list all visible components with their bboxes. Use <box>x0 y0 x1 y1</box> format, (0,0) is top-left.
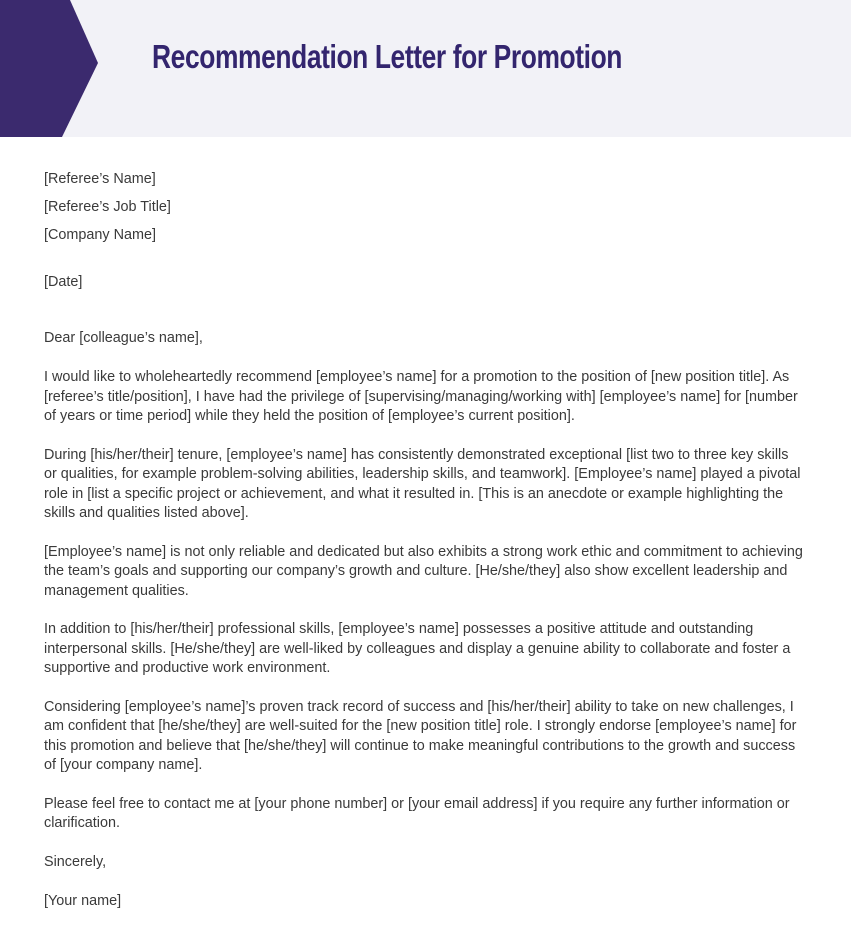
page-title: Recommendation Letter for Promotion <box>152 38 623 75</box>
salutation: Dear [colleague’s name], <box>44 330 203 347</box>
recipient-name-line: [Referee’s Name] <box>44 171 156 187</box>
paragraph-intro: I would like to wholeheartedly recommend [employee’s name] for a promotion to the position of [new position title]. As [referee’s title/position], I have had the privilege of [supervising/managing/working with] [employee’s name] for [number of years or time period] while they held the position of [employee’s current position]. <box>44 369 798 424</box>
paragraph-contact: Please feel free to contact me at [your phone number] or [your email address] if you require any further information or clarification. <box>44 795 790 832</box>
paragraph-tenure-skills: During [his/her/their] tenure, [employee’s name] has consistently demonstrated exceptional [list two to three key skills or qualities, for example problem-solving abilities, leadership skills, and teamwork]. [Employee’s name] played a pivotal role in [list a specific project or achievement, and what it resulted in. [This is an anecdote or example highlighting the skills and qualities listed above]. <box>44 446 801 521</box>
closing: Sincerely, <box>44 854 107 871</box>
recipient-block <box>44 170 804 245</box>
paragraph-work-ethic: [Employee’s name] is not only reliable and dedicated but also exhibits a strong work ethic and commitment to achieving the team’s goals and supporting our company’s growth and culture. [He/she/they] also show excellent leadership and management qualities. <box>44 543 803 599</box>
recipient-job-title-line: [Referee’s Job Title] <box>44 199 171 215</box>
pentagon-arrow-icon <box>0 0 98 137</box>
signature-name: [Your name] <box>44 892 122 909</box>
header-banner <box>0 0 851 137</box>
date-line: [Date] <box>44 274 83 291</box>
recipient-company-line: [Company Name] <box>44 227 156 243</box>
letter-body <box>0 137 851 911</box>
pentagon-arrow-shape <box>0 0 98 137</box>
paragraph-interpersonal: In addition to [his/her/their] professional skills, [employee’s name] possesses a positive attitude and outstanding interpersonal skills. [He/she/they] are well-liked by colleagues and display a genuine ability to collaborate and foster a supportive and productive work environment. <box>44 621 791 677</box>
paragraph-endorsement: Considering [employee’s name]’s proven track record of success and [his/her/their] ability to take on new challenges, I am confident that [he/she/they] are well-suited for the [new position title] role. I strongly endorse [employee’s name] for this promotion and believe that [he/she/they] will continue to make meaningful contributions to the growth and success of [your company name]. <box>44 698 797 774</box>
